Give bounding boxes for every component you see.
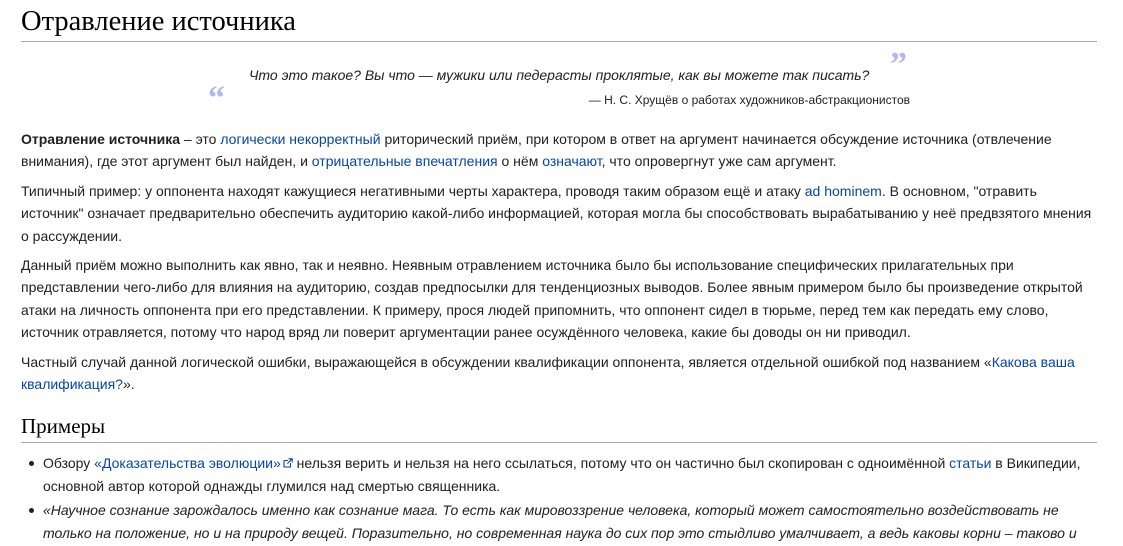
article-content (21, 0, 1097, 546)
link-evolution-evidence[interactable] (94, 455, 293, 471)
epigraph (21, 42, 1097, 128)
epigraph-attribution: — Н. С. Хрущёв о работах художников-абстракционистов (588, 93, 910, 107)
intro-paragraph-1 (21, 128, 1097, 173)
term-bold: Отравление источника (21, 131, 180, 147)
quote-text: «Научное сознание зарождалось именно как сознание мага. То есть как мировоззрение человека, который может самостоятельно воздействовать не только на положение, но и на природу вещей. Поразительно, но современная наука до сих пор это стыдливо умалчивает, а ведь каковы корни – таково и (43, 502, 1077, 541)
close-quote-icon: ” (890, 46, 907, 83)
link-article[interactable]: статьи (949, 455, 992, 472)
list-item (43, 452, 1097, 497)
text-span: , что опровергнут уже сам аргумент. (601, 153, 837, 170)
external-link-icon (283, 458, 293, 468)
page-title: Отравление источника (21, 0, 1097, 42)
intro-paragraph-4 (21, 351, 1097, 396)
text-span: Частный случай данной логической ошибки, выражающейся в обсуждении квалификации оппонента, является отдельной ошибкой под названием « (21, 353, 992, 370)
text-span: Типичный пример: у оппонента находят кажущиеся негативными черты характера, проводя таким образом ещё и атаку (21, 182, 805, 199)
open-quote-icon: “ (208, 80, 225, 117)
link-logically-incorrect[interactable]: логически некорректный (220, 131, 381, 147)
intro-paragraph-2 (21, 180, 1097, 247)
link-label: «Доказательства эволюции» (94, 455, 281, 472)
link-mean[interactable]: означают (542, 153, 602, 170)
link-negative-impressions[interactable]: отрицательные впечатления (311, 153, 498, 170)
text-span: . В основном, "отравить источник" означает предварительно обеспечить аудиторию какой-либо информацией, которая могла бы способствовать вырабатыванию у неё предвзятого мнения о рассуждении. (21, 182, 1092, 244)
epigraph-text: Что это такое? Вы что — мужики или педерасты проклятые, как вы можете так писать? (249, 67, 870, 83)
section-heading-examples: Примеры (21, 412, 1097, 443)
link-qualification[interactable]: Какова ваша квалификация? (21, 353, 1075, 393)
examples-list (21, 452, 1097, 544)
text-span: Обзору (43, 455, 95, 472)
text-span: в Википедии, основной автор которой однажды глумился над смертью священника. (43, 455, 1081, 494)
text-span: – это (180, 131, 221, 147)
list-item (43, 499, 1097, 544)
text-span: ». (122, 376, 135, 393)
intro-paragraph-3: Данный приём можно выполнить как явно, так и неявно. Неявным отравлением источника было бы использование специфических прилагательных при представлении чего-либо для влияния на аудиторию, создав предпосылки для тенденциозных выводов. Более явным примером было бы произведение открытой атаки на личность оппонента при его представлении. К примеру, прося людей припомнить, что оппонент сидел в тюрьме, перед тем как передать ему слово, источник отравляется, потому что народ вряд ли поверит аргументации ранее осуждённого человека, какие бы доводы он ни приводил. (21, 257, 1083, 341)
text-span: нельзя верить и нельзя на него ссылаться, потому что он частично был скопирован с одноимённой (292, 455, 950, 472)
link-ad-hominem[interactable]: ad hominem (804, 182, 882, 199)
text-span: о нём (497, 153, 543, 170)
text-span: риторический приём, при котором в ответ на аргумент начинается обсуждение источника (отвлечение внимания), где этот аргумент был найден, и (21, 131, 1052, 170)
